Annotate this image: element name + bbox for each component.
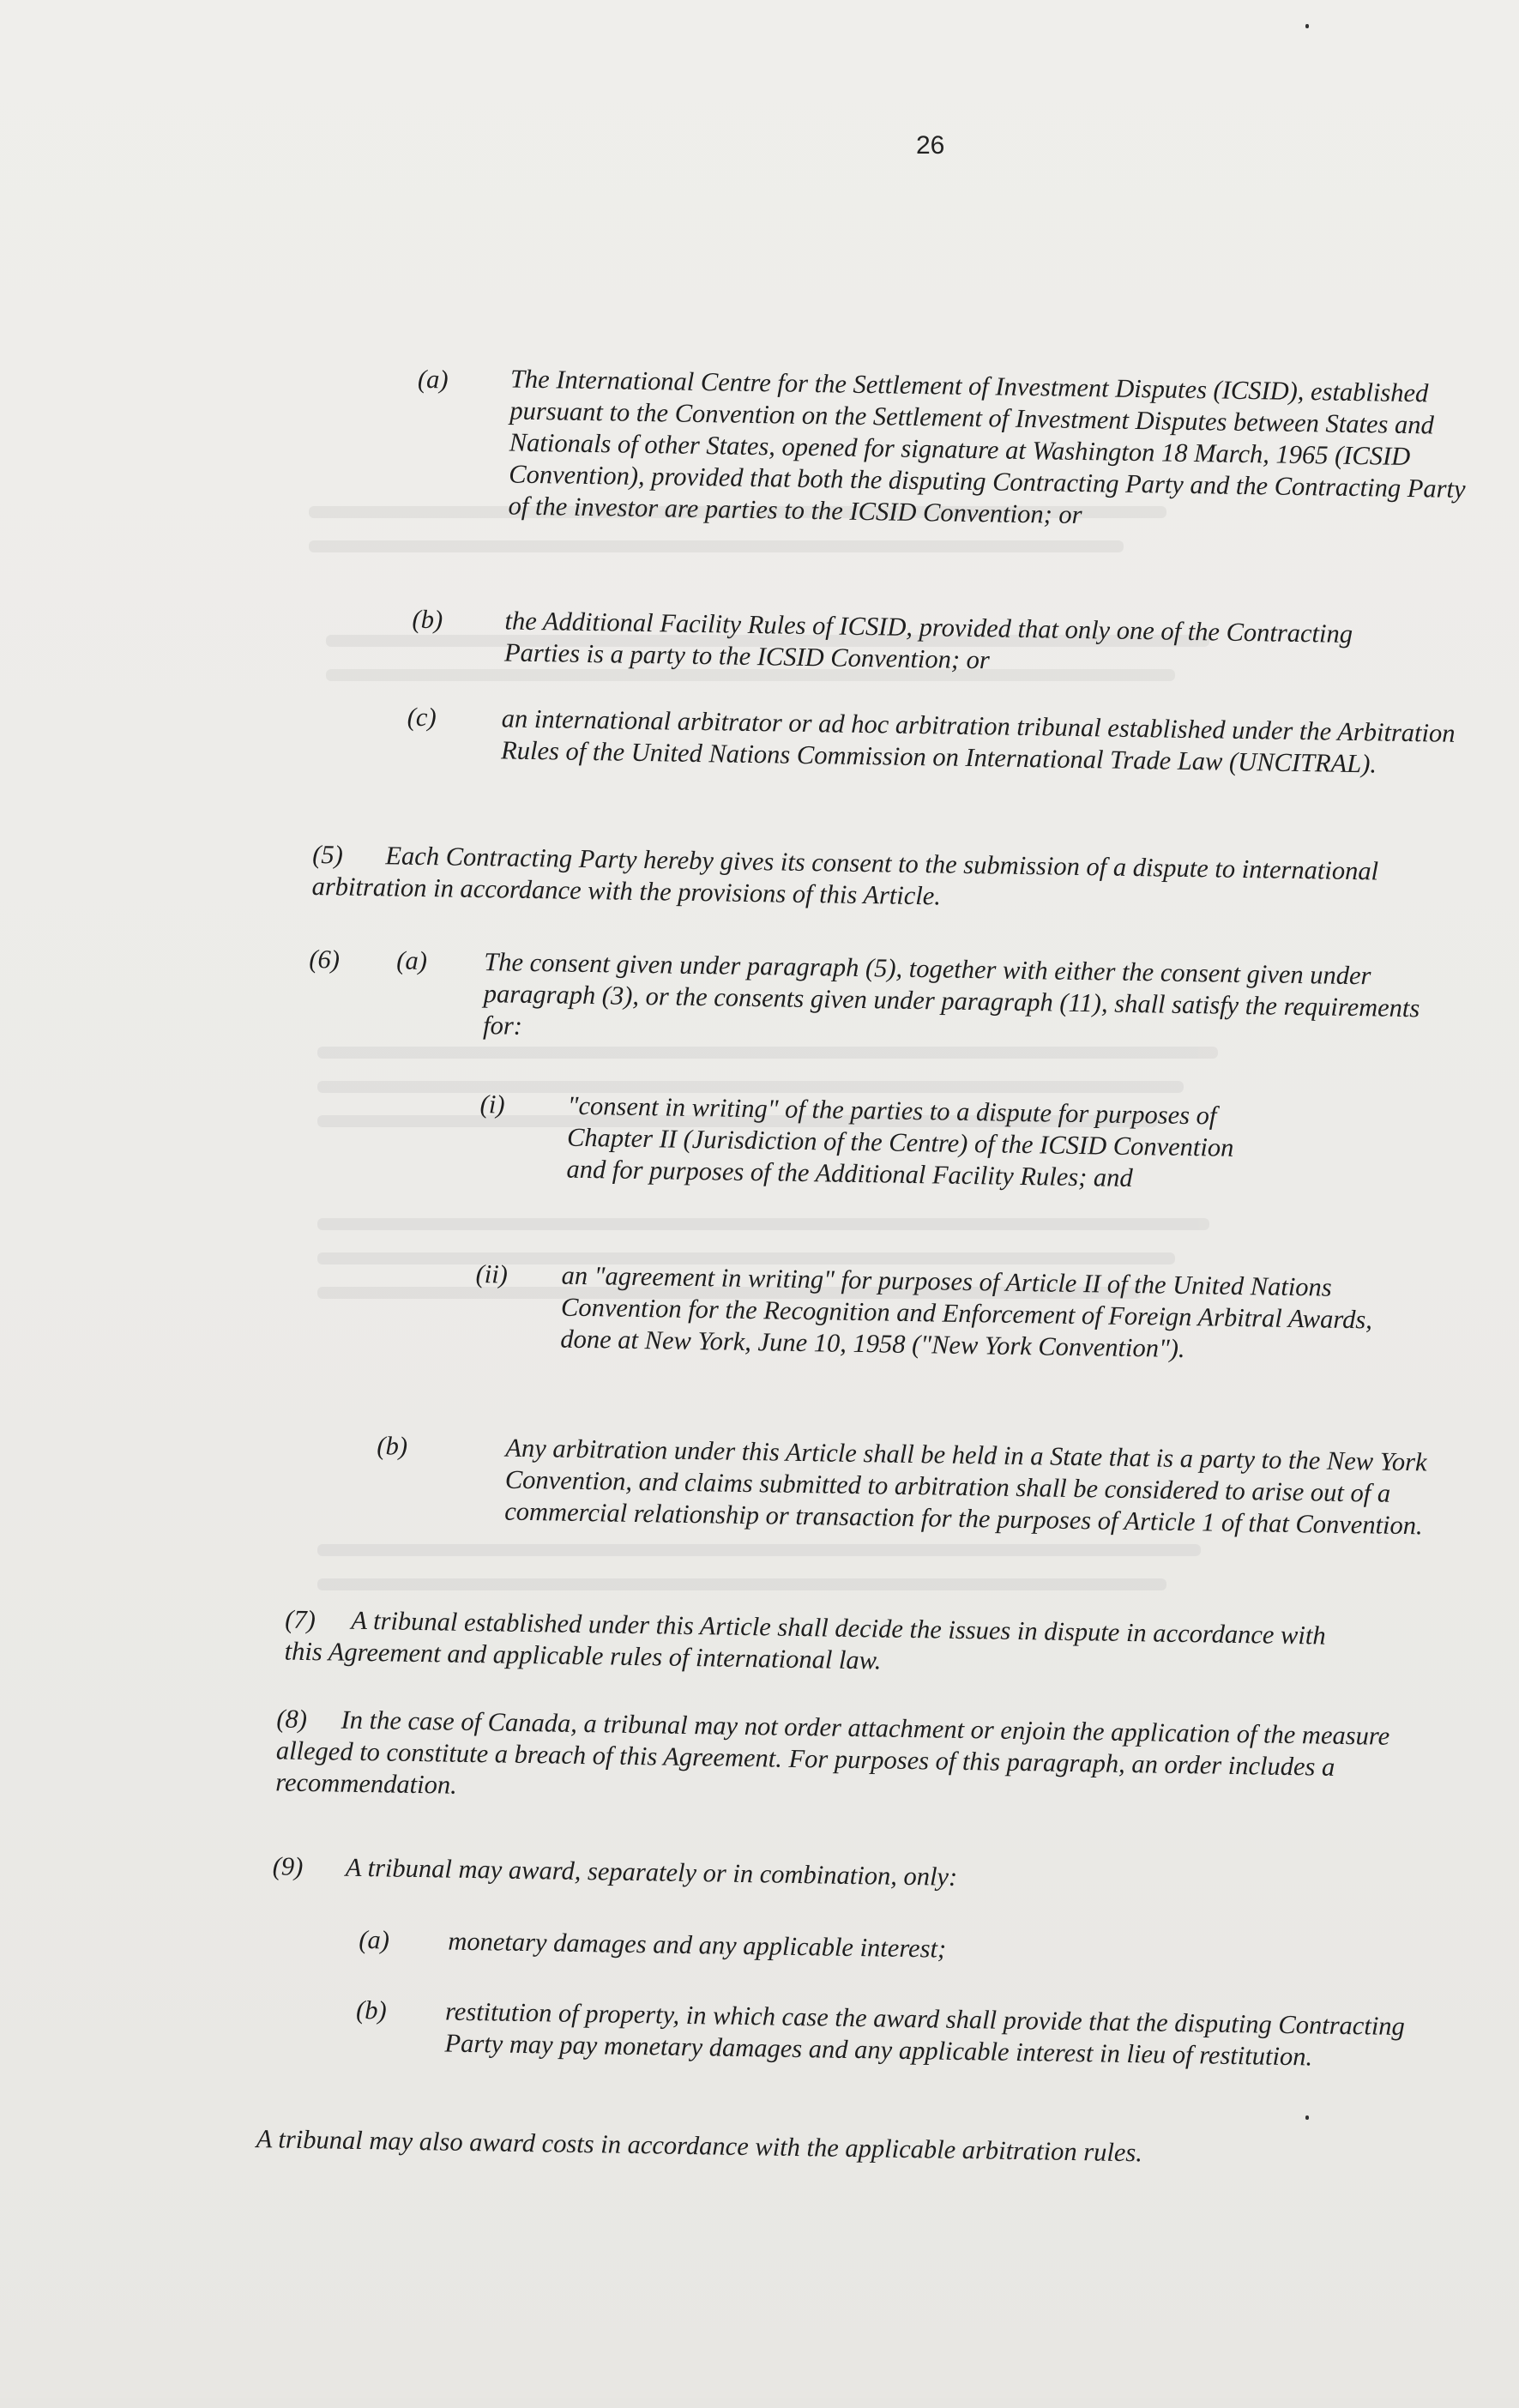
paragraph-9b-text: restitution of property, in which case the award shall provide that the disputing Contracting Party may pay monetary damages and any applicable interest in lieu of restitution.: [444, 1996, 1406, 2072]
paragraph-5-label: (5): [312, 839, 344, 870]
scan-speck: [1305, 2115, 1309, 2120]
page-number: 26: [916, 131, 945, 160]
paragraph-8-label: (8): [276, 1704, 308, 1734]
paragraph-6a-i-text: "consent in writing" of the parties to a dispute for purposes of Chapter II (Jurisdiction of the Centre) of the ICSID Convention and for purposes of the Additional Facility Rules; and: [566, 1090, 1234, 1193]
paragraph-9a-label: (a): [359, 1924, 390, 1955]
paragraph-6-label: (6): [309, 944, 341, 975]
paragraph-7-text: A tribunal established under this Article shall decide the issues in dispute in accordance with this Agreement and applicable rules of international law.: [284, 1605, 1326, 1675]
clause-b-label: (b): [412, 604, 443, 635]
paragraph-6b-text: Any arbitration under this Article shall be held in a State that is a party to the New York Convention, and claims submitted to arbitration shall be considered to arise out of a commercial relationship or transaction for the purposes of Article 1 of that Convention.: [504, 1433, 1427, 1541]
paragraph-7: [284, 1604, 1340, 1684]
paragraph-7-label: (7): [284, 1604, 316, 1635]
paragraph-9-label: (9): [272, 1851, 304, 1881]
paragraph-6b-label: (b): [377, 1431, 408, 1461]
paragraph-6a-label: (a): [396, 945, 428, 976]
paragraph-8-text: In the case of Canada, a tribunal may not order attachment or enjoin the application of the measure alleged to constitute a breach of this Agreement. For purposes of this paragraph, an order includes a recommendation.: [275, 1705, 1390, 1800]
clause-c-label: (c): [407, 702, 437, 733]
paragraph-6a-ii-label: (ii): [475, 1259, 509, 1289]
paragraph-5: [311, 839, 1427, 920]
clause-b-text: the Additional Facility Rules of ICSID, provided that only one of the Contracting Parties is a party to the ICSID Convention; or: [503, 606, 1353, 675]
clause-a-label: (a): [417, 364, 449, 395]
paragraph-9-text: A tribunal may award, separately or in combination, only:: [345, 1852, 958, 1892]
paragraph-5-text: Each Contracting Party hereby gives its consent to the submission of a dispute to international arbitration in accordance with the provisions of this Article.: [311, 841, 1379, 911]
paragraph-9b-label: (b): [355, 1995, 387, 2025]
closing-sentence: A tribunal may also award costs in accordance with the applicable arbitration rules.: [256, 2124, 1143, 2168]
paragraph-9a-text: monetary damages and any applicable interest;: [448, 1926, 947, 1964]
scan-speck: [1305, 24, 1309, 28]
paragraph-8: [275, 1703, 1418, 1816]
clause-c-text: an international arbitrator or ad hoc arbitration tribunal established under the Arbitration Rules of the United Nations Commission on International Trade Law (UNCITRAL).: [500, 703, 1456, 779]
clause-a-text: The International Centre for the Settlement of Investment Disputes (ICSID), established pursuant to the Convention on the Settlement of Investment Disputes between States and Nationals of other States, opened for signature at Washington 18 March, 1965 (ICSID Convention), provided that both the disputing Contracting Party and the Contracting Party of the investor are parties to the ICSID Convention; or: [508, 364, 1466, 530]
paragraph-6a-ii-text: an "agreement in writing" for purposes of Article II of the United Nations Convention for the Recognition and Enforcement of Foreign Arbitral Awards, done at New York, June 10, 1958 ("New York Convention").: [560, 1260, 1373, 1364]
paragraph-9: [272, 1850, 1370, 1899]
paragraph-6a-text: The consent given under paragraph (5), together with either the consent given under paragraph (3), or the consents given under paragraph (11), shall satisfy the requirements for:: [482, 947, 1420, 1041]
paragraph-6a-i-label: (i): [479, 1089, 505, 1120]
